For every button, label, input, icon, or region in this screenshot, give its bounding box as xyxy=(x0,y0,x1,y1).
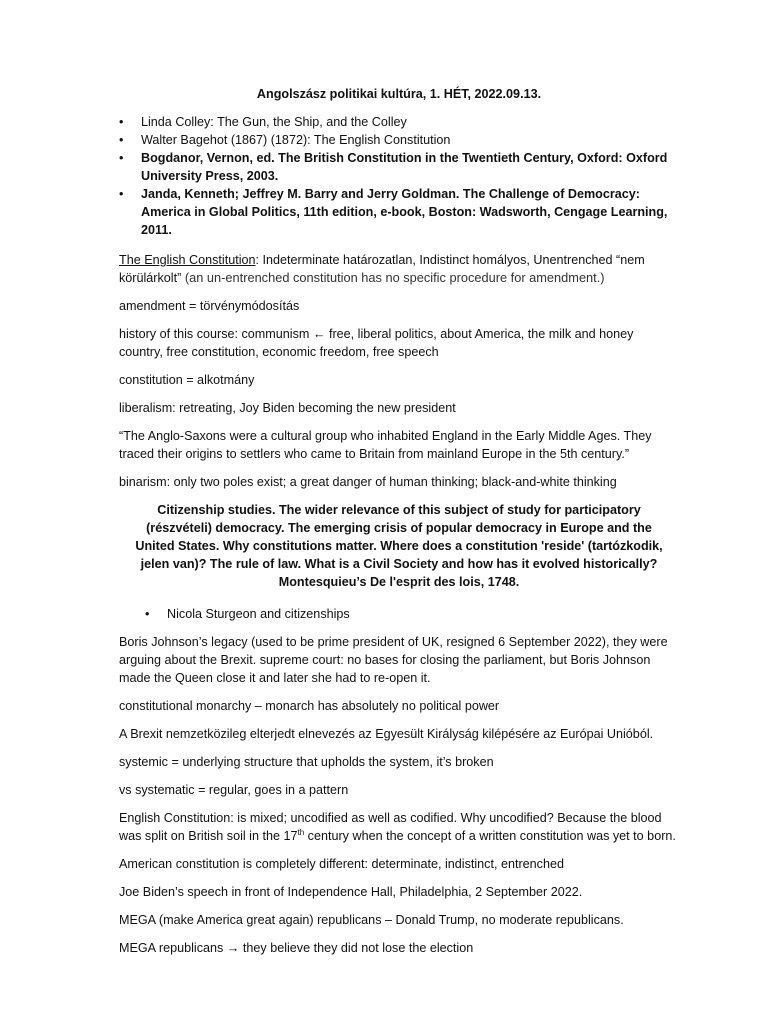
english-constitution-paragraph: The English Constitution: Indeterminate határozatlan, Indistinct homályos, Unentrenched “nem körülárkolt” (an un-entrenched constitution has no specific procedure for amendment.) xyxy=(119,253,645,285)
bullet-icon: • xyxy=(119,187,124,201)
american-constitution-paragraph: American constitution is completely different: determinate, indistinct, entrenched xyxy=(119,857,564,871)
systemic-paragraph: systemic = underlying structure that upholds the system, it’s broken xyxy=(119,755,494,769)
constitution-paragraph: constitution = alkotmány xyxy=(119,373,255,387)
reference-list xyxy=(119,113,679,239)
bullet-icon: • xyxy=(119,133,124,147)
mega-election-paragraph: MEGA republicans → they believe they did not lose the election xyxy=(119,941,474,955)
bullet-icon: • xyxy=(145,607,150,621)
systematic-paragraph: vs systematic = regular, goes in a pattern xyxy=(119,783,349,797)
binarism-paragraph: binarism: only two poles exist; a great danger of human thinking; black-and-white thinking xyxy=(119,475,617,489)
sturgeon-bullet-item: • Nicola Sturgeon and citizenships xyxy=(145,607,350,621)
anglo-saxons-quote: “The Anglo-Saxons were a cultural group who inhabited England in the Early Middle Ages. They traced their origins to settlers who came to Britain from mainland Europe in the 5th century.” xyxy=(119,429,652,461)
mixed-constitution-paragraph: English Constitution: is mixed; uncodified as well as codified. Why uncodified? Because the blood was split on British soil in the 17th century when the concept of a written constitution was yet to born. xyxy=(119,811,676,843)
reference-item: • Bogdanor, Vernon, ed. The British Constitution in the Twentieth Century, Oxford: Oxford University Press, 2003. xyxy=(119,151,668,183)
biden-speech-paragraph: Joe Biden’s speech in front of Independence Hall, Philadelphia, 2 September 2022. xyxy=(119,885,583,899)
reference-item: • Linda Colley: The Gun, the Ship, and the Colley xyxy=(119,115,407,129)
english-constitution-label: The English Constitution xyxy=(119,253,256,267)
entrenchment-note: (an un-entrenched constitution has no specific procedure for amendment.) xyxy=(181,270,605,285)
citizenship-studies-paragraph: Citizenship studies. The wider relevance of this subject of study for participatory (részvételi) democracy. The emerging crisis of popular democracy in Europe and the United States. Why constitutions matter. Where does a constitution 'reside' (tartózkodik, jelen van)? The rule of law. What is a Civil Society and how has it evolved historically? Montesquieu’s De l'esprit des lois, 1748. xyxy=(135,503,663,589)
amendment-paragraph: amendment = törvénymódosítás xyxy=(119,299,300,313)
liberalism-paragraph: liberalism: retreating, Joy Biden becoming the new president xyxy=(119,401,456,415)
bullet-icon: • xyxy=(119,115,124,129)
history-paragraph: history of this course: communism ← free, liberal politics, about America, the milk and honey country, free constitution, economic freedom, free speech xyxy=(119,327,634,359)
document-body xyxy=(119,85,679,967)
constitutional-monarchy-paragraph: constitutional monarchy – monarch has absolutely no political power xyxy=(119,699,500,713)
bullet-icon: • xyxy=(119,151,124,165)
brexit-paragraph: A Brexit nemzetközileg elterjedt elnevezés az Egyesült Királyság kilépésére az Európai Unióból. xyxy=(119,727,654,741)
mega-paragraph: MEGA (make America great again) republicans – Donald Trump, no moderate republicans. xyxy=(119,913,624,927)
reference-item: • Walter Bagehot (1867) (1872): The English Constitution xyxy=(119,133,451,147)
reference-item: • Janda, Kenneth; Jeffrey M. Barry and Jerry Goldman. The Challenge of Democracy: America in Global Politics, 11th edition, e-book, Boston: Wadsworth, Cengage Learning, 2011. xyxy=(119,187,668,237)
page-title: Angolszász politikai kultúra, 1. HÉT, 2022.09.13. xyxy=(256,87,542,101)
boris-johnson-paragraph: Boris Johnson’s legacy (used to be prime president of UK, resigned 6 September 2022), they were arguing about the Brexit. supreme court: no bases for closing the parliament, but Boris Johnson made the Queen close it and later she had to re-open it. xyxy=(119,635,668,685)
